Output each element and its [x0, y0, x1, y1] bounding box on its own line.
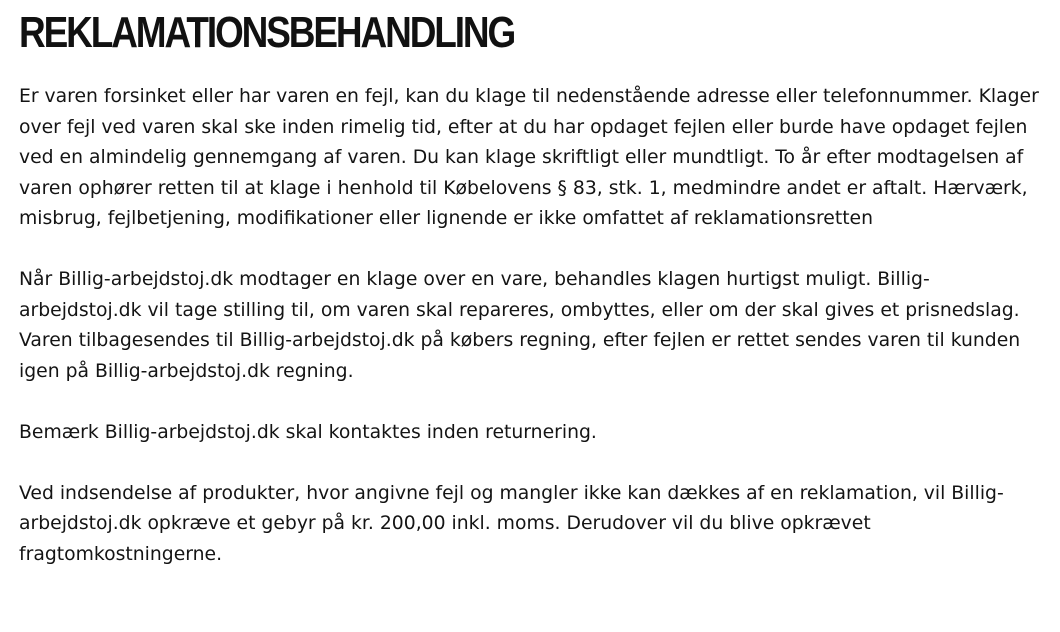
paragraph-contact-before-return: Bemærk Billig-arbejdstoj.dk skal kontaktes inden returnering.	[19, 421, 597, 443]
paragraph-complaint-handling: Når Billig-arbejdstoj.dk modtager en klage over en vare, behandles klagen hurtigst muligt. Billig-arbejdstoj.dk vil tage stilling til, om varen skal repareres, ombyttes, eller om der skal gives et prisnedslag. Varen tilbagesendes til Billig-arbejdstoj.dk på købers regning, efter fejlen er rettet sendes varen til kunden igen på Billig-arbejdstoj.dk regning.	[19, 269, 1021, 382]
paragraph-fee-notice: Ved indsendelse af produkter, hvor angivne fejl og mangler ikke kan dækkes af en reklamation, vil Billig-arbejdstoj.dk opkræve et gebyr på kr. 200,00 inkl. moms. Derudover vil du blive opkrævet fragtomkostningerne.	[19, 482, 1004, 565]
content-body	[19, 82, 1040, 570]
page-title: REKLAMATIONSBEHANDLING	[19, 8, 515, 57]
paragraph-complaint-rights: Er varen forsinket eller har varen en fejl, kan du klage til nedenstående adresse eller telefonnummer. Klager over fejl ved varen skal ske inden rimelig tid, efter at du har opdaget fejlen eller burde have opdaget fejlen ved en almindelig gennemgang af varen. Du kan klage skriftligt eller mundtligt. To år efter modtagelsen af varen ophører retten til at klage i henhold til Købelovens § 83, stk. 1, medmindre andet er aftalt. Hærværk, misbrug, fejlbetjening, modifikationer eller lignende er ikke omfattet af reklamationsretten	[19, 86, 1039, 229]
